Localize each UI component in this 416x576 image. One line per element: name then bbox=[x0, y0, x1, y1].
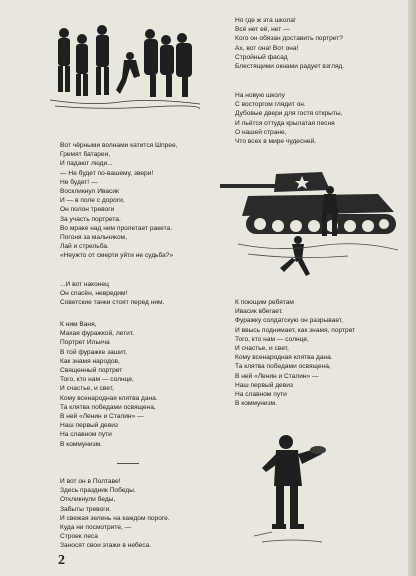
verse-line: Того, кто нам — солнце, bbox=[60, 376, 134, 384]
verse-line: Советские танки стоят перед ним. bbox=[60, 299, 165, 307]
verse-line: Погоня за мальчиком, bbox=[60, 234, 128, 242]
verse-line: В коммунизм. bbox=[235, 400, 278, 408]
stanza-rescued bbox=[60, 280, 164, 308]
stanza-singing-children bbox=[235, 298, 355, 408]
section-divider bbox=[117, 463, 139, 464]
stanza-vanya bbox=[60, 320, 158, 449]
verse-line: На новую школу bbox=[235, 92, 285, 99]
verse-line: Всё нет её, нет — bbox=[235, 26, 290, 34]
verse-line: Ах, вот она! Вот она! bbox=[235, 44, 299, 52]
verse-line: Портрет Ильича bbox=[60, 339, 110, 347]
verse-line: Та клятва победами освящена, bbox=[235, 363, 331, 371]
verse-line: Он полон тревоги bbox=[60, 206, 115, 214]
verse-line: И падают люди... bbox=[60, 160, 113, 168]
verse-line: Но где ж эта школа! bbox=[235, 17, 296, 24]
verse-line: И льётся оттуда крылатая песня bbox=[235, 119, 335, 127]
verse-line: На славном пути bbox=[60, 431, 112, 439]
verse-line: Махая фуражкой, летит. bbox=[60, 330, 134, 338]
verse-line: И счастье, и свет, bbox=[235, 345, 289, 353]
verse-line: И — в поле с дороги, bbox=[60, 197, 125, 205]
verse-line: О нашей стране, bbox=[235, 128, 287, 136]
verse-line: В коммунизм. bbox=[60, 440, 103, 448]
verse-line: ...И вот наконец bbox=[60, 281, 109, 288]
verse-line: Как знамя народов, bbox=[60, 357, 120, 365]
verse-line: Стройный фасад bbox=[235, 53, 288, 61]
stanza-school bbox=[235, 16, 344, 71]
verse-line: Во мраке над ним пролетает ракета. bbox=[60, 224, 173, 232]
verse-line: Не будет! — bbox=[60, 178, 98, 186]
verse-line: Он спасён, невредим! bbox=[60, 290, 128, 298]
verse-line: — Не будет по-вашему, звери! bbox=[60, 169, 154, 177]
boy-with-cap-illustration bbox=[252, 428, 332, 548]
verse-line: Гремят батареи, bbox=[60, 151, 111, 159]
verse-line: К ним Ваня, bbox=[60, 321, 97, 328]
verse-line: Здесь праздник Победы. bbox=[60, 487, 136, 495]
verse-line: Наш первый девиз bbox=[60, 422, 118, 430]
verse-line: Куда ни посмотрите, — bbox=[60, 524, 132, 532]
verse-line: Что всех в мире чудесней. bbox=[235, 138, 317, 146]
page-spine-shadow bbox=[408, 0, 416, 576]
verse-line: В той фуражке зашит, bbox=[60, 348, 127, 356]
verse-line: Наш первый девиз bbox=[235, 381, 293, 389]
verse-line: И ввысь поднимает, как знамя, портрет bbox=[235, 326, 356, 334]
verse-line: Дубовые двери для гостя открыты, bbox=[235, 110, 343, 118]
verse-line: Кого он обязан доставить портрет? bbox=[235, 35, 343, 43]
verse-line: И вот он в Полтаве! bbox=[60, 478, 121, 485]
verse-line: Священный портрет bbox=[60, 367, 123, 375]
verse-line: Кому всенародная клятва дана. bbox=[235, 354, 333, 362]
verse-line: В ней «Ленин и Сталин» — bbox=[235, 372, 319, 380]
verse-line: Заносят свои этажи в небеса. bbox=[60, 542, 152, 550]
verse-line: Ивасик вбегает. bbox=[235, 308, 283, 316]
verse-line: «Неужто от смерти уйти не судьба?» bbox=[60, 252, 174, 260]
verse-line: Блестящими окнами радует взгляд. bbox=[235, 63, 345, 71]
verse-line: Строек леса bbox=[60, 533, 98, 541]
stanza-poltava bbox=[60, 477, 170, 551]
stanza-new-school bbox=[235, 91, 342, 146]
verse-line: С восторгом глядит он. bbox=[235, 101, 306, 109]
verse-line: Того, кто нам — солнце, bbox=[235, 335, 309, 343]
verse-line: К поющим ребятам bbox=[235, 299, 294, 306]
stanza-spree bbox=[60, 141, 177, 261]
verse-line: Откликнули беды, bbox=[60, 496, 116, 504]
verse-line: И свежая зелень на каждом пороге. bbox=[60, 514, 170, 522]
verse-line: И счастье, и свет, bbox=[60, 385, 114, 393]
verse-line: Кому всенародная клятва дана. bbox=[60, 394, 158, 402]
tank-illustration bbox=[218, 160, 404, 280]
verse-line: За участь портрета. bbox=[60, 215, 121, 223]
page-number: 2 bbox=[58, 553, 65, 568]
verse-line: Фуражку солдатскую он разрывает, bbox=[235, 317, 343, 325]
verse-line: Лай и стрельба. bbox=[60, 243, 109, 251]
verse-line: На славном пути bbox=[235, 391, 287, 399]
verse-line: Забыты тревоги. bbox=[60, 505, 112, 513]
verse-line: Та клятва победами освящена, bbox=[60, 403, 156, 411]
verse-line: В ней «Ленин и Сталин» — bbox=[60, 413, 144, 421]
verse-line: Воскликнул Иваcик bbox=[60, 188, 119, 196]
soldiers-illustration bbox=[50, 20, 200, 112]
verse-line: Вот чёрными волнами катится Шпрее, bbox=[60, 142, 178, 149]
